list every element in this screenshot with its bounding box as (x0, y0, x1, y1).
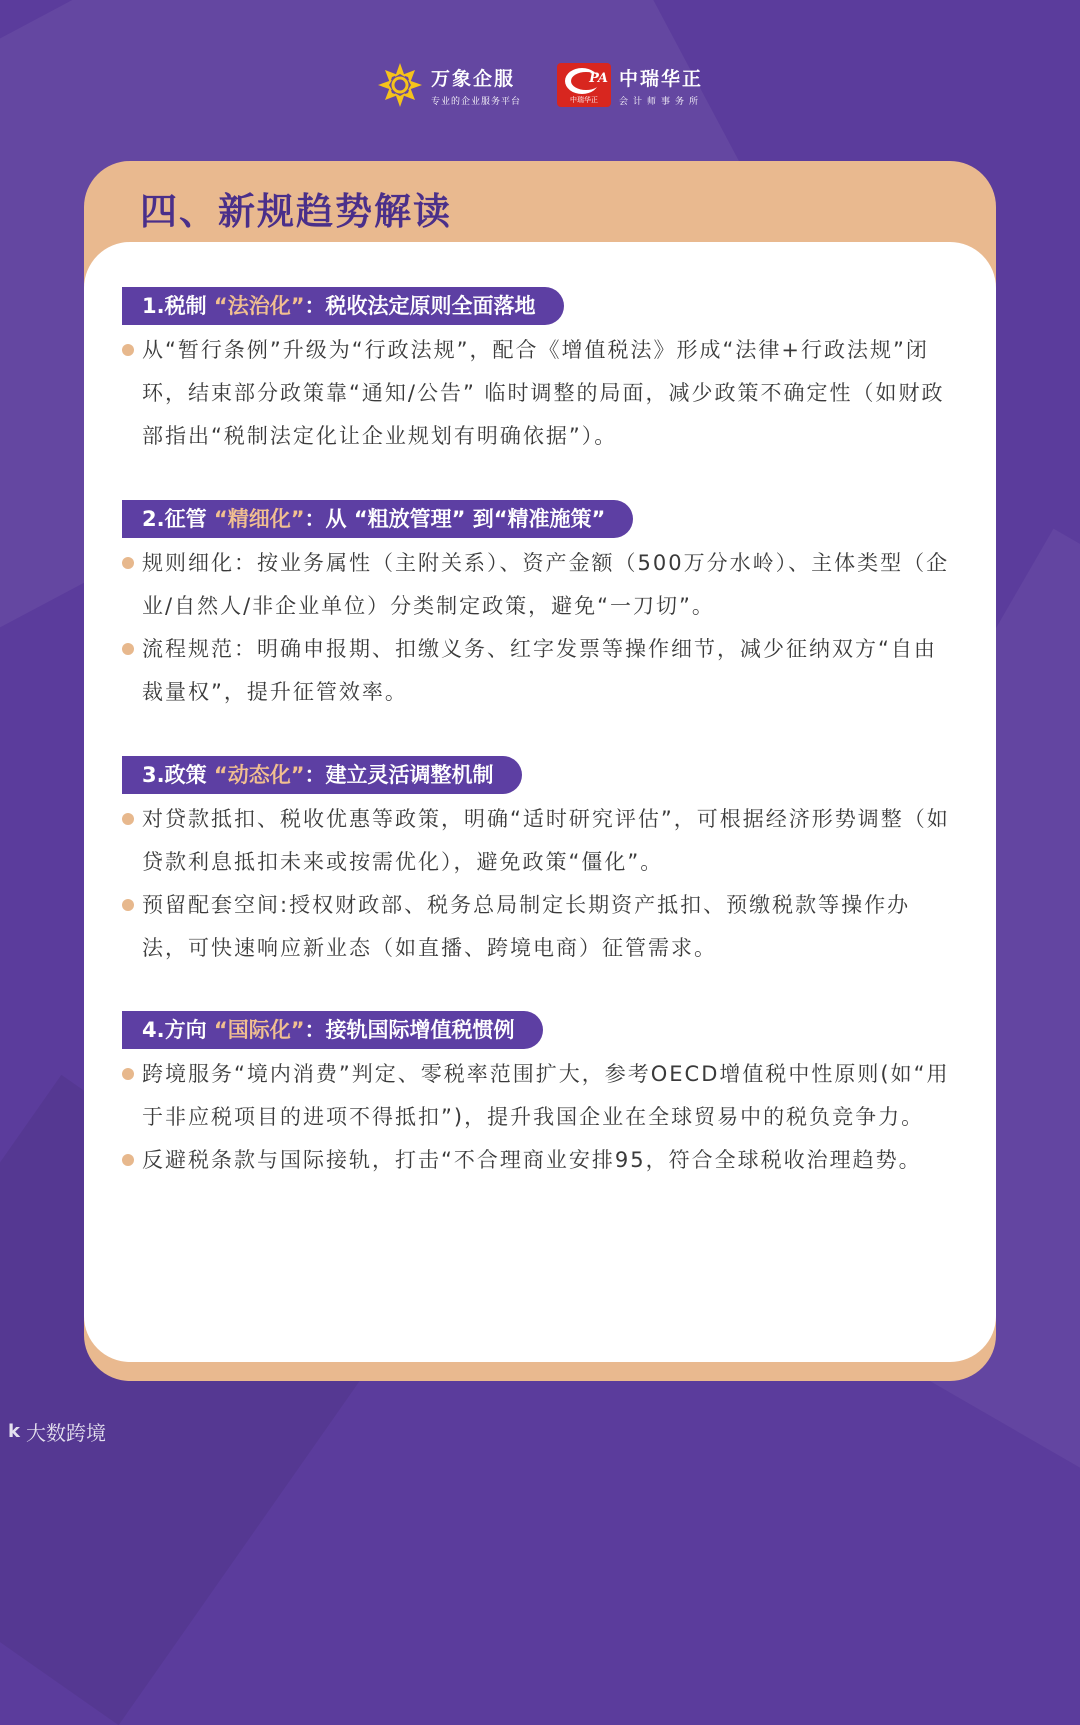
star-flower-icon (377, 62, 423, 108)
list-item: 预留配套空间:授权财政部、税务总局制定长期资产抵扣、预缴税款等操作办法，可快速响应新业态（如直播、跨境电商）征管需求。 (122, 884, 952, 970)
section-1 (122, 287, 952, 458)
section-2 (122, 500, 952, 714)
list-item: 流程规范：明确申报期、扣缴义务、红字发票等操作细节，减少征纳双方“自由裁量权”，提升征管效率。 (122, 628, 952, 714)
page-title: 四、新规趋势解读 (140, 190, 452, 233)
zhongrui-logo (557, 63, 703, 107)
list-item: 反避税条款与国际接轨，打击“不合理商业安排95，符合全球税收治理趋势。 (122, 1139, 952, 1182)
bullet-icon (122, 899, 134, 911)
cpa-mark-foot: 中瑞华正 (570, 96, 598, 104)
logo-name: 中瑞华正 (619, 67, 704, 90)
list-item: 跨境服务“境内消费”判定、零税率范围扩大，参考OECD增值税中性原则(如“用于非应税项目的进项不得抵扣”)，提升我国企业在全球贸易中的税负竞争力。 (122, 1053, 952, 1139)
cpa-mark-text: PA (589, 71, 608, 86)
watermark-text: 大数跨境 (25, 1421, 106, 1445)
section-4 (122, 1011, 952, 1182)
bullet-icon (122, 813, 134, 825)
header-logos (0, 62, 1080, 108)
watermark (8, 1417, 106, 1446)
logo-subtitle: 会计师事务所 (619, 96, 704, 107)
cpa-logo-icon (557, 63, 611, 107)
section-heading: 2.征管 “精细化”：从 “粗放管理” 到“精准施策” (122, 500, 633, 538)
list-item: 规则细化：按业务属性（主附关系）、资产金额（500万分水岭）、主体类型（企业/自然人/非企业单位）分类制定政策，避免“一刀切”。 (122, 542, 952, 628)
list-item: 对贷款抵扣、税收优惠等政策，明确“适时研究评估”，可根据经济形势调整（如贷款利息抵扣未来或按需优化），避免政策“僵化”。 (122, 798, 952, 884)
list-item: 从“暂行条例”升级为“行政法规”，配合《增值税法》形成“法律+行政法规”闭环，结束部分政策靠“通知/公告” 临时调整的局面，减少政策不确定性（如财政部指出“税制法定化让企业规划有明确依据”）。 (122, 329, 952, 458)
section-heading: 4.方向 “国际化”：接轨国际增值税惯例 (122, 1011, 543, 1049)
logo-name: 万象企服 (430, 67, 515, 90)
section-heading: 1.税制 “法治化”：税收法定原则全面落地 (122, 287, 564, 325)
logo-subtitle: 专业的企业服务平台 (430, 96, 521, 107)
section-3 (122, 756, 952, 970)
bullet-icon (122, 643, 134, 655)
section-heading: 3.政策 “动态化”：建立灵活调整机制 (122, 756, 522, 794)
bullet-icon (122, 1154, 134, 1166)
watermark-logo-icon: k (8, 1421, 20, 1442)
bullet-icon (122, 344, 134, 356)
bullet-icon (122, 1068, 134, 1080)
wanxiang-logo (377, 62, 521, 108)
bullet-icon (122, 557, 134, 569)
